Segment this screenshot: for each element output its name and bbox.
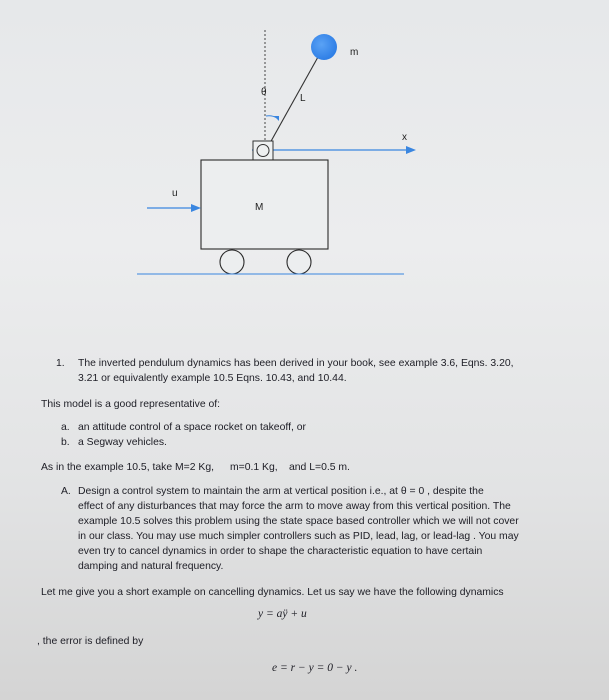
- item-b-text: a Segway vehicles.: [78, 437, 167, 448]
- example-intro: Let me give you a short example on cancelling dynamics. Let us say we have the following dynamics: [41, 587, 504, 598]
- pendulum-bob: [311, 34, 337, 60]
- part-a-line-2: effect of any disturbances that may force the arm to move away from this vertical position. The: [78, 501, 511, 512]
- label-mass-pendulum: m: [350, 47, 359, 58]
- label-mass-cart: M: [255, 202, 264, 213]
- question-number: 1.: [56, 358, 65, 369]
- equation-error: e = r − y = 0 − y .: [272, 662, 358, 674]
- part-a-marker: A.: [61, 486, 71, 497]
- inverted-pendulum-diagram: [0, 0, 609, 300]
- item-a-text: an attitude control of a space rocket on takeoff, or: [78, 422, 306, 433]
- part-a-line-4: in our class. You may use much simpler controllers such as PID, lead, lag, or lead-lag . You may: [78, 531, 519, 542]
- param-m: m=0.1 Kg,: [230, 462, 278, 473]
- label-length: L: [300, 93, 306, 104]
- part-a-line-6: damping and natural frequency.: [78, 561, 224, 572]
- model-intro: This model is a good representative of:: [41, 399, 221, 410]
- question-line-2: 3.21 or equivalently example 10.5 Eqns. 10.43, and 10.44.: [78, 373, 347, 384]
- item-b-marker: b.: [61, 437, 70, 448]
- pendulum-rod: [265, 57, 318, 152]
- angle-arrowhead: [274, 116, 279, 121]
- label-angle: θ: [261, 87, 267, 98]
- part-a-line-5: even try to cancel dynamics in order to shape the characteristic equation to have certain: [78, 546, 483, 557]
- label-force: u: [172, 188, 178, 199]
- part-a-line-3: example 10.5 solves this problem using the state space based controller which we will not cover: [78, 516, 519, 527]
- cart-body: [201, 160, 328, 249]
- item-a-marker: a.: [61, 422, 70, 433]
- params-prefix: As in the example 10.5, take M=2 Kg,: [41, 462, 214, 473]
- cart-wheel-left: [220, 250, 244, 274]
- label-x-axis: x: [402, 132, 407, 143]
- cart-wheel-right: [287, 250, 311, 274]
- question-line-1: The inverted pendulum dynamics has been derived in your book, see example 3.6, Eqns. 3.20,: [78, 358, 514, 369]
- equation-dynamics: y = aÿ + u: [258, 608, 307, 620]
- x-axis-arrowhead: [406, 146, 416, 154]
- part-a-line-1: Design a control system to maintain the arm at vertical position i.e., at θ = 0 , despite the: [78, 486, 484, 497]
- param-l: and L=0.5 m.: [289, 462, 350, 473]
- force-arrowhead: [191, 204, 201, 212]
- pivot-joint: [253, 141, 273, 160]
- error-intro: , the error is defined by: [37, 636, 144, 647]
